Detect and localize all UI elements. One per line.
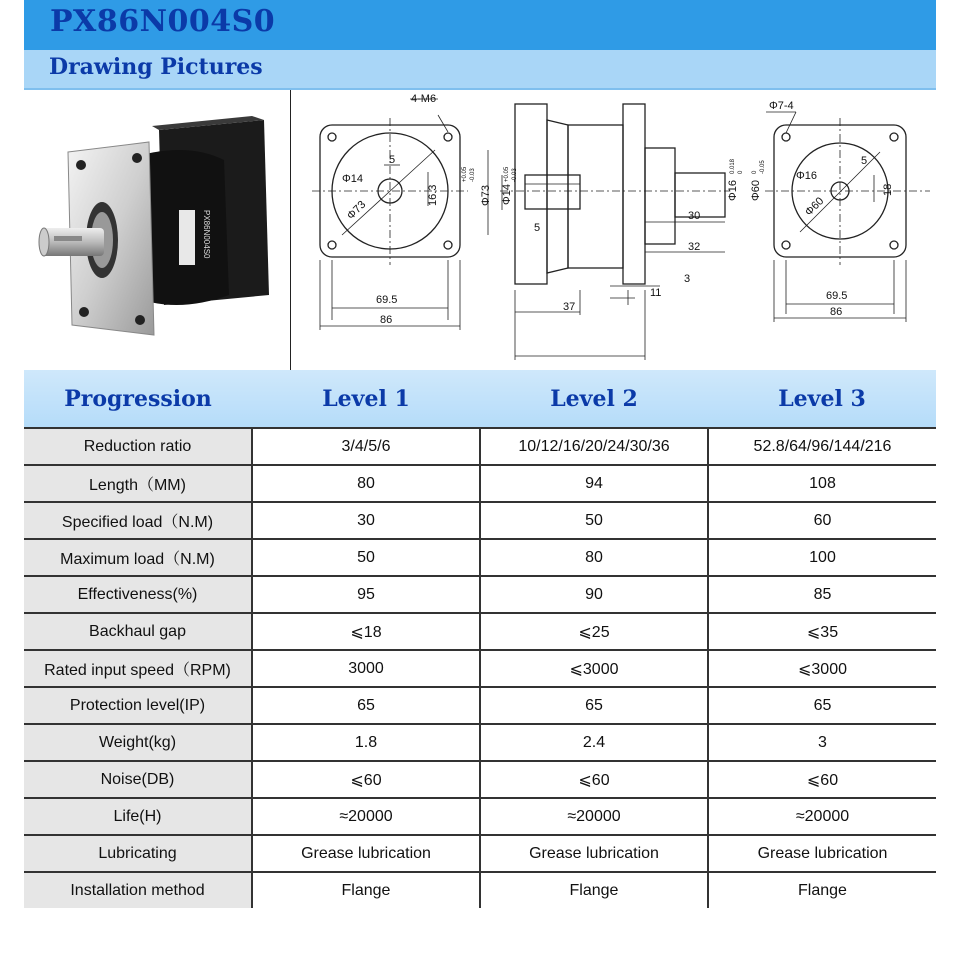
front-view-labels bbox=[342, 93, 439, 326]
row-value: 95 bbox=[252, 576, 480, 613]
rear-view bbox=[765, 112, 930, 322]
side-tol7-label: 0 bbox=[752, 170, 758, 174]
side-len-d-label: 3 bbox=[684, 273, 691, 285]
product-label: PX86N004S0 bbox=[202, 210, 211, 259]
row-value: ⩽3000 bbox=[708, 650, 936, 687]
row-value: 65 bbox=[480, 687, 708, 724]
table-row bbox=[24, 576, 936, 613]
table-row bbox=[24, 428, 936, 465]
front-d2-label: Φ73 bbox=[344, 198, 369, 223]
row-value: 50 bbox=[480, 502, 708, 539]
side-view-labels bbox=[462, 158, 766, 313]
row-value: 85 bbox=[708, 576, 936, 613]
side-tol5-label: 0.018 bbox=[730, 158, 736, 174]
row-value: 3 bbox=[708, 724, 936, 761]
side-tol6-label: 0 bbox=[738, 170, 744, 174]
rear-w-outer-label: 86 bbox=[830, 306, 843, 318]
row-value: ⩽60 bbox=[252, 761, 480, 798]
side-d-left2-label: Φ14 bbox=[501, 183, 513, 205]
row-value: ⩽35 bbox=[708, 613, 936, 650]
row-value: Grease lubrication bbox=[480, 835, 708, 872]
drawing-area bbox=[24, 90, 936, 370]
row-label: Weight(kg) bbox=[24, 724, 252, 761]
row-value: 1.8 bbox=[252, 724, 480, 761]
table-row bbox=[24, 650, 936, 687]
row-value: ⩽3000 bbox=[480, 650, 708, 687]
rear-h-label: 18 bbox=[882, 183, 894, 196]
table-row bbox=[24, 687, 936, 724]
row-value: Flange bbox=[798, 881, 847, 899]
side-view bbox=[488, 104, 730, 360]
row-label: Protection level(IP) bbox=[24, 687, 252, 724]
table-row bbox=[24, 465, 936, 502]
table-row bbox=[24, 724, 936, 761]
table-row bbox=[24, 872, 936, 908]
header-level-1: Level 1 bbox=[252, 370, 480, 428]
rear-d1-label: Φ16 bbox=[796, 170, 818, 182]
front-holes-label: 4-M6 bbox=[411, 93, 437, 105]
front-key-label: 5 bbox=[389, 154, 396, 166]
row-label: Effectiveness(%) bbox=[24, 576, 252, 613]
side-tol3-label: +0.05 bbox=[504, 166, 510, 182]
row-label: Backhaul gap bbox=[24, 613, 252, 650]
side-shaft-d2-label: Φ60 bbox=[750, 179, 762, 201]
row-value: 2.4 bbox=[480, 724, 708, 761]
table-row bbox=[24, 798, 936, 835]
row-value: Grease lubrication bbox=[252, 835, 480, 872]
side-len-a-label: 37 bbox=[563, 301, 576, 313]
table-row bbox=[24, 502, 936, 539]
row-label: Length（MM) bbox=[24, 465, 252, 502]
table-row bbox=[24, 613, 936, 650]
row-value: ⩽60 bbox=[708, 761, 936, 798]
technical-drawing bbox=[290, 90, 936, 370]
rear-d2-label: Φ60 bbox=[802, 195, 827, 219]
row-value: 100 bbox=[708, 539, 936, 576]
row-value: 94 bbox=[480, 465, 708, 502]
side-len-e-label: 11 bbox=[650, 287, 662, 299]
row-value: 65 bbox=[708, 687, 936, 724]
table-row bbox=[24, 761, 936, 798]
row-value: Flange bbox=[480, 872, 708, 908]
row-value: 30 bbox=[252, 502, 480, 539]
title-band bbox=[24, 0, 936, 50]
row-value: ⩽25 bbox=[480, 613, 708, 650]
row-value: 3/4/5/6 bbox=[252, 428, 480, 465]
row-value: 65 bbox=[252, 687, 480, 724]
side-len-b-label: 30 bbox=[688, 210, 701, 222]
row-label: Lubricating bbox=[24, 835, 252, 872]
row-label: Noise(DB) bbox=[24, 761, 252, 798]
side-shaft-d1-label: Φ16 bbox=[727, 179, 739, 201]
row-value: Grease lubrication bbox=[708, 835, 936, 872]
page-title: PX86N004S0 bbox=[50, 4, 276, 39]
row-label: Maximum load（N.M) bbox=[24, 539, 252, 576]
row-value: 80 bbox=[480, 539, 708, 576]
row-label: Reduction ratio bbox=[24, 428, 252, 465]
front-h-label: 16.3 bbox=[427, 184, 439, 206]
row-value: ⩽18 bbox=[252, 613, 480, 650]
side-key-label: 5 bbox=[534, 222, 541, 234]
row-value: Flange bbox=[252, 872, 480, 908]
side-tol2-label: -0.03 bbox=[470, 168, 476, 182]
row-value: ≈20000 bbox=[708, 798, 936, 835]
table-row bbox=[24, 539, 936, 576]
side-tol4-label: -0.03 bbox=[512, 168, 518, 182]
row-value: 60 bbox=[708, 502, 936, 539]
row-value: 108 bbox=[708, 465, 936, 502]
front-w-outer-label: 86 bbox=[380, 314, 393, 326]
side-tol8-label: -0.05 bbox=[760, 160, 766, 174]
row-value: 50 bbox=[252, 539, 480, 576]
header-level-3: Level 3 bbox=[708, 370, 936, 428]
row-value: 10/12/16/20/24/30/36 bbox=[480, 428, 708, 465]
row-label: Installation method bbox=[24, 872, 252, 908]
row-value: ≈20000 bbox=[480, 798, 708, 835]
row-value: ⩽60 bbox=[480, 761, 708, 798]
header-level-2: Level 2 bbox=[480, 370, 708, 428]
row-value: ≈20000 bbox=[252, 798, 480, 835]
side-d-left1-label: Φ73 bbox=[480, 184, 492, 206]
side-len-c-label: 32 bbox=[688, 241, 701, 253]
section-subtitle: Drawing Pictures bbox=[49, 54, 263, 80]
row-value: 90 bbox=[480, 576, 708, 613]
table-row bbox=[24, 835, 936, 872]
product-photo bbox=[24, 90, 290, 370]
front-d1-label: Φ14 bbox=[342, 173, 364, 185]
row-label: Rated input speed（RPM) bbox=[24, 650, 252, 687]
header-progression: Progression bbox=[24, 370, 252, 428]
row-label: Specified load（N.M) bbox=[24, 502, 252, 539]
subtitle-band bbox=[24, 50, 936, 90]
side-tol1-label: +0.05 bbox=[462, 166, 468, 182]
front-w-inner-label: 69.5 bbox=[376, 294, 398, 306]
row-value: 80 bbox=[252, 465, 480, 502]
rear-w-inner-label: 69.5 bbox=[826, 290, 848, 302]
row-label: Life(H) bbox=[24, 798, 252, 835]
row-value: 52.8/64/96/144/216 bbox=[708, 428, 936, 465]
rear-key-label: 5 bbox=[861, 155, 868, 167]
table-header-row bbox=[24, 370, 936, 428]
rear-holes-label: Φ7-4 bbox=[769, 100, 794, 112]
spec-table bbox=[24, 370, 936, 908]
row-value: 3000 bbox=[252, 650, 480, 687]
